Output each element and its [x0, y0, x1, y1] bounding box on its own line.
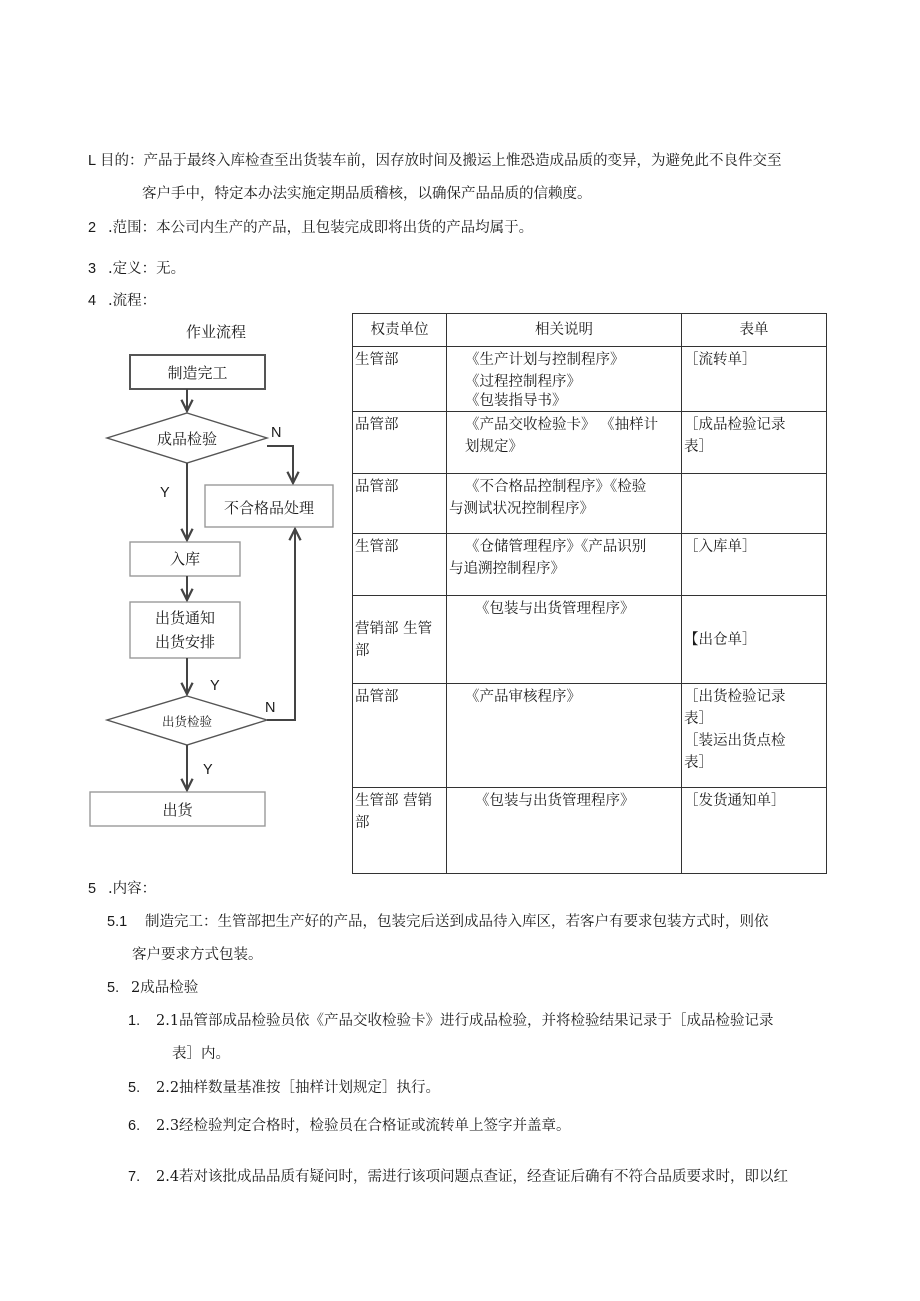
row-form-line: 表］ — [684, 755, 713, 771]
row-form-line: ［发货通知单］ — [684, 793, 786, 809]
para-5-2-4-number: 7. — [128, 1169, 141, 1185]
row-form-line: 表］ — [684, 711, 713, 727]
row-form — [682, 596, 827, 684]
para-5-2-1-line-1: 2.1品管部成品检验员依《产品交收检验卡》进行成品检验，并将检验结果记录于［成品检验记录 — [156, 1013, 774, 1029]
row-unit: 生管部 — [353, 347, 447, 412]
row-unit: 生管部 — [353, 534, 447, 596]
table-header-unit: 权责单位 — [353, 314, 447, 347]
flow-label-y3: Y — [203, 762, 213, 778]
row-form — [682, 788, 827, 874]
process-table — [352, 313, 827, 874]
para-5-1-number: 5.1 — [107, 914, 128, 930]
row-desc-line: 与测试状况控制程序》 — [449, 501, 594, 517]
row-form — [682, 474, 827, 534]
flow-step-ship-inspect: 出货检验 — [161, 714, 212, 729]
row-desc — [447, 596, 682, 684]
table-row — [353, 534, 827, 596]
section-2-number: 2 — [88, 220, 97, 236]
row-form-line: 【出仓单］ — [684, 631, 757, 648]
row-desc — [447, 788, 682, 874]
row-unit-text: 营销部 生管部 — [355, 620, 433, 659]
para-5-2-number: 5. — [107, 980, 120, 996]
row-desc-line: 《产品审核程序》 — [465, 689, 581, 705]
para-5-1-line-2: 客户要求方式包装。 — [132, 947, 263, 963]
row-desc — [447, 534, 682, 596]
table-row — [353, 347, 827, 412]
section-3-text: .定义：无。 — [108, 261, 186, 277]
row-desc-line: 《生产计划与控制程序》 — [465, 352, 625, 368]
flow-label-y2: Y — [210, 678, 220, 694]
section-5-number: 5 — [88, 881, 97, 897]
flow-step-ship-notice-2: 出货安排 — [154, 633, 215, 651]
row-form — [682, 684, 827, 788]
row-unit: 品管部 — [353, 412, 447, 474]
row-desc — [447, 684, 682, 788]
row-desc-text: 《仓储管理程序》《产品识别 — [465, 539, 647, 555]
section-1-line-2: 客户手中，特定本办法实施定期品质稽核，以确保产品品质的信赖度。 — [142, 186, 592, 202]
flow-label-n2: N — [265, 700, 276, 716]
row-desc-line: 《过程控制程序》 — [465, 374, 581, 390]
row-desc-line — [449, 476, 679, 498]
para-5-2-3-text: 2.3经检验判定合格时，检验员在合格证或流转单上签字并盖章。 — [156, 1118, 571, 1134]
section-3-number: 3 — [88, 261, 97, 277]
row-form — [682, 347, 827, 412]
para-5-1-line-1: 制造完工：生管部把生产好的产品，包装完后送到成品待入库区，若客户有要求包装方式时，则依 — [145, 914, 769, 930]
para-5-2-text: 2成品检验 — [131, 980, 199, 996]
para-5-2-1-number: 1. — [128, 1013, 141, 1029]
section-4-text: .流程： — [108, 293, 157, 309]
flow-step-inspect: 成品检验 — [156, 430, 217, 448]
flow-label-y1: Y — [160, 485, 170, 501]
row-unit-text: 生管部 营销部 — [355, 793, 433, 831]
para-5-2-1-line-2: 表］内。 — [172, 1046, 230, 1062]
row-desc-line: 《包装与出货管理程序》 — [475, 601, 635, 617]
row-desc-line — [449, 536, 679, 558]
para-5-2-3-number: 6. — [128, 1118, 141, 1134]
section-4-number: 4 — [88, 293, 97, 309]
row-form-line: ［出货检验记录 — [684, 689, 786, 705]
table-row — [353, 596, 827, 684]
row-form-line: ［装运出货点检 — [684, 733, 786, 749]
row-form — [682, 534, 827, 596]
para-5-2-2-number: 5. — [128, 1080, 141, 1096]
row-desc-line: 与追溯控制程序》 — [449, 561, 565, 577]
row-desc — [447, 412, 682, 474]
flowchart-diagram — [0, 340, 360, 860]
flow-step-ship: 出货 — [162, 801, 193, 819]
row-unit — [353, 596, 447, 684]
row-desc — [447, 347, 682, 412]
flow-step-nonconform: 不合格品处理 — [223, 499, 314, 517]
row-desc-text: 《不合格品控制程序》《检验 — [465, 479, 647, 495]
table-row — [353, 474, 827, 534]
section-1-line-1: 目的：产品于最终入库检查至出货装车前，因存放时间及搬运上惟恐造成品质的变异，为避免此不良件交至 — [100, 153, 782, 169]
row-unit — [353, 788, 447, 874]
row-form-line: ［成品检验记录 — [684, 417, 786, 433]
flowchart-title: 作业流程 — [186, 323, 247, 341]
table-header-form: 表单 — [682, 314, 827, 347]
row-desc-line: 划规定》 — [465, 439, 523, 455]
row-unit: 品管部 — [353, 684, 447, 788]
row-desc-line: 《包装指导书》 — [465, 393, 567, 409]
arrow-inspect-to-nonconform — [267, 446, 293, 483]
flow-step-store: 入库 — [169, 550, 200, 568]
row-form-line: 表］ — [684, 439, 713, 455]
section-5-text: .内容： — [108, 881, 157, 897]
row-form — [682, 412, 827, 474]
row-desc-line: 《产品交收检验卡》 《抽样计 — [465, 417, 659, 433]
para-5-2-4-text: 2.4若对该批成品品质有疑问时，需进行该项问题点查证，经查证后确有不符合品质要求时，即以红 — [156, 1169, 789, 1185]
table-row — [353, 684, 827, 788]
table-header-desc: 相关说明 — [447, 314, 682, 347]
row-unit: 品管部 — [353, 474, 447, 534]
para-5-2-2-text: 2.2抽样数量基准按［抽样计划规定］执行。 — [156, 1080, 441, 1096]
arrow-ship-inspect-back — [267, 529, 295, 720]
section-2-text: .范围：本公司内生产的产品，且包装完成即将出货的产品均属于。 — [108, 220, 534, 236]
row-form-line: ［流转单］ — [684, 352, 757, 368]
table-header-row — [353, 314, 827, 347]
flow-step-ship-notice-1: 出货通知 — [154, 609, 215, 627]
flow-label-n1: N — [271, 425, 282, 441]
table-row — [353, 788, 827, 874]
table-row — [353, 412, 827, 474]
row-desc — [447, 474, 682, 534]
flow-step-make: 制造完工 — [167, 364, 228, 382]
section-1-number: L — [88, 153, 97, 169]
row-form-line: ［入库单］ — [684, 539, 757, 555]
row-desc-line: 《包装与出货管理程序》 — [475, 793, 635, 809]
